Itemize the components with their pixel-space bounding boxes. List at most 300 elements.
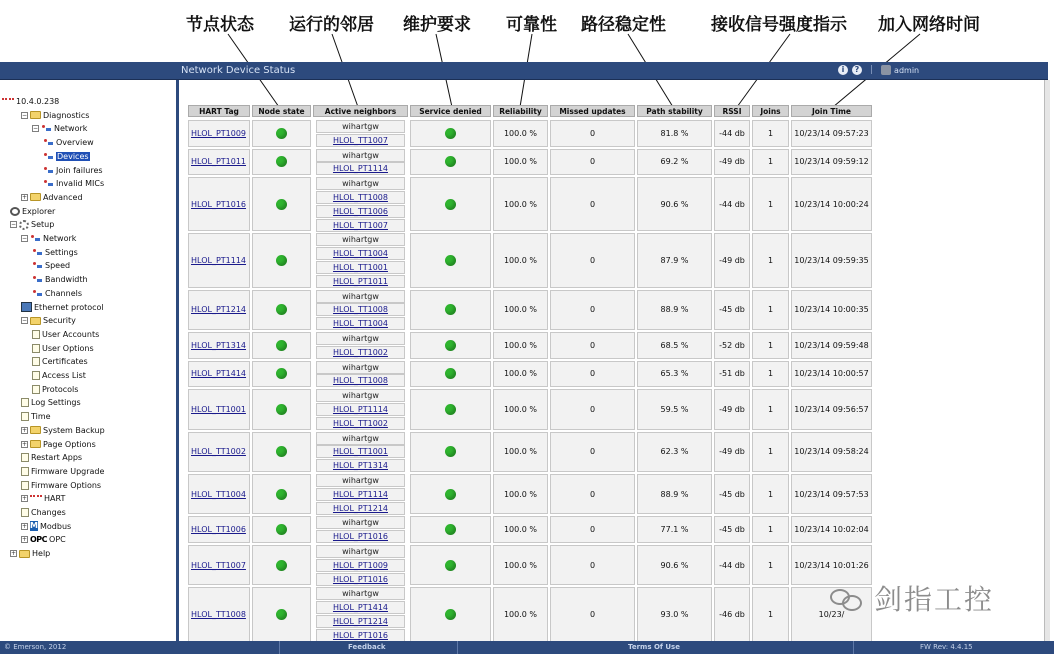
neighbor-link[interactable]: HLOL_TT1004	[316, 247, 405, 260]
missed-updates-value: 0	[589, 128, 596, 138]
pane-divider[interactable]	[176, 80, 179, 641]
tree-item-diagnostics[interactable]	[21, 110, 89, 121]
tree-item-system-backup[interactable]	[21, 425, 105, 436]
watermark	[828, 578, 994, 618]
joins-value: 1	[767, 489, 774, 499]
computer-icon	[21, 302, 32, 312]
tree-item-label: Speed	[45, 261, 71, 271]
reliability-cell	[493, 149, 548, 176]
annotation-label: 维护要求	[403, 15, 471, 35]
missed-updates-value: 0	[589, 489, 596, 499]
node-state-cell	[252, 545, 311, 585]
join-time-value: 10/23/14 10:00:57	[794, 369, 869, 379]
tree-item-label: Channels	[45, 288, 83, 298]
tree-item-hart[interactable]	[21, 493, 65, 504]
path-stability-value: 68.5 %	[660, 340, 689, 350]
node-state-cell	[252, 290, 311, 330]
node-state-cell	[252, 233, 311, 287]
reliability-cell	[493, 290, 548, 330]
tree-item-label: Restart Apps	[31, 453, 83, 463]
neighbor-link[interactable]: HLOL_PT1011	[316, 275, 405, 288]
tree-item-page-options[interactable]	[21, 439, 96, 450]
collapse-icon[interactable]: −	[11, 221, 17, 229]
modbus-icon: M	[30, 521, 38, 531]
joins-value: 1	[767, 157, 774, 167]
missed-updates-cell	[550, 120, 635, 147]
hart-tag-link[interactable]: HLOL_PT1314	[191, 340, 247, 350]
folder-icon	[30, 426, 41, 434]
rssi-value: -49 db	[719, 157, 745, 167]
node-state-ok-icon	[276, 199, 287, 210]
tree-item-label: Access List	[42, 371, 86, 380]
path-stability-cell	[637, 120, 712, 147]
reliability-value: 100.0 %	[503, 369, 538, 379]
neighbor-link[interactable]: HLOL_TT1001	[316, 445, 405, 458]
rssi-cell	[714, 545, 750, 585]
tree-item-opc[interactable]	[21, 534, 66, 545]
tree-item-restart-apps[interactable]	[21, 452, 82, 463]
neighbor-link[interactable]: HLOL_TT1002	[316, 417, 405, 430]
node-state-ok-icon	[276, 560, 287, 571]
path-stability-cell	[637, 332, 712, 359]
join-time-value: 10/23/14 10:01:26	[794, 560, 869, 570]
tree-item-access-list[interactable]	[32, 370, 86, 381]
network-icon	[30, 234, 41, 243]
tree-item-firmware-options[interactable]	[21, 480, 101, 491]
column-header[interactable]: Active neighbors	[313, 105, 408, 117]
tree-item-log-settings[interactable]	[21, 397, 81, 408]
tree-item-firmware-upgrade[interactable]	[21, 466, 104, 477]
rssi-value: -46 db	[719, 609, 745, 619]
node-state-ok-icon	[276, 304, 287, 315]
tree-item-network[interactable]	[32, 123, 87, 134]
joins-cell	[752, 389, 789, 429]
user-icon	[881, 65, 891, 75]
annotation-label: 接收信号强度指示	[711, 15, 847, 35]
neighbor-link[interactable]: HLOL_PT1314	[316, 459, 405, 472]
missed-updates-cell	[550, 474, 635, 514]
column-header[interactable]: Joins	[752, 105, 789, 117]
rssi-cell	[714, 233, 750, 287]
neighbor-link[interactable]: HLOL_TT1006	[316, 205, 405, 218]
tree-item-bandwidth[interactable]	[32, 274, 88, 285]
tree-item-join-failures[interactable]	[43, 165, 103, 176]
rssi-cell	[714, 290, 750, 330]
expand-icon[interactable]: +	[11, 550, 17, 558]
joins-value: 1	[767, 199, 774, 209]
join-time-value: 10/23/14 09:57:23	[794, 128, 869, 138]
annotation-label: 可靠性	[506, 15, 557, 35]
tree-item-channels[interactable]	[32, 288, 82, 299]
service-ok-icon	[445, 340, 456, 351]
tree-item-label: System Backup	[43, 425, 105, 435]
rssi-cell	[714, 432, 750, 472]
collapse-icon[interactable]: −	[33, 125, 39, 133]
tree-item-ethernet-protocol[interactable]	[21, 302, 104, 313]
column-header[interactable]: Service denied	[410, 105, 491, 117]
rssi-cell	[714, 361, 750, 388]
neighbor-gateway: wihartgw	[316, 545, 405, 558]
tree-item-label: Diagnostics	[43, 110, 90, 120]
tree-item-label: User Accounts	[42, 329, 100, 339]
path-stability-value: 88.9 %	[660, 305, 689, 315]
joins-value: 1	[767, 525, 774, 535]
reliability-value: 100.0 %	[503, 340, 538, 350]
tree-item-modbus[interactable]	[21, 521, 71, 532]
expand-icon[interactable]: +	[22, 495, 28, 503]
vertical-scrollbar[interactable]	[1044, 80, 1050, 641]
service-denied-cell	[410, 361, 491, 388]
path-stability-cell	[637, 545, 712, 585]
rssi-value: -45 db	[719, 305, 745, 315]
column-header[interactable]: HART Tag	[188, 105, 250, 117]
missed-updates-value: 0	[589, 525, 596, 535]
join-time-cell	[791, 177, 872, 231]
joins-cell	[752, 587, 789, 641]
hart-tag-link[interactable]: HLOL_PT1414	[191, 369, 247, 379]
service-ok-icon	[445, 304, 456, 315]
service-denied-cell	[410, 516, 491, 543]
page-icon	[21, 412, 29, 421]
join-time-value: 10/23/14 09:59:12	[794, 157, 869, 167]
tree-item-devices[interactable]	[43, 151, 90, 162]
missed-updates-cell	[550, 149, 635, 176]
network-icon	[41, 124, 52, 133]
feedback-link[interactable]: Feedback	[348, 643, 386, 651]
tree-item-invalid-mics[interactable]	[43, 178, 104, 189]
tree-root[interactable]	[2, 96, 59, 107]
neighbor-link[interactable]: HLOL_TT1002	[316, 346, 405, 359]
joins-cell	[752, 332, 789, 359]
hart-tag-link[interactable]: HLOL_TT1001	[191, 404, 246, 414]
join-time-cell	[791, 233, 872, 287]
hart-tag-cell	[188, 516, 250, 543]
tree-item-label: OPC	[49, 535, 66, 545]
node-state-cell	[252, 474, 311, 514]
folder-icon	[30, 111, 41, 119]
hart-tag-link[interactable]: HLOL_TT1002	[191, 447, 246, 457]
neighbor-gateway: wihartgw	[316, 120, 405, 133]
reliability-value: 100.0 %	[503, 199, 538, 209]
neighbor-link[interactable]: HLOL_TT1004	[316, 317, 405, 330]
tree-item-label: Network	[54, 124, 88, 134]
tree-item-label: Security	[43, 316, 76, 326]
column-header[interactable]: Reliability	[493, 105, 548, 117]
annotation-layer	[0, 0, 1054, 62]
neighbor-link[interactable]: HLOL_TT1007	[316, 219, 405, 232]
neighbor-gateway: wihartgw	[316, 474, 405, 487]
page-icon	[32, 357, 40, 366]
annotation-label: 运行的邻居	[289, 15, 374, 35]
node-state-ok-icon	[276, 404, 287, 415]
path-stability-value: 69.2 %	[660, 157, 689, 167]
collapse-icon[interactable]: −	[22, 317, 28, 325]
node-state-cell	[252, 149, 311, 176]
join-time-value: 10/23/14 09:57:53	[794, 489, 869, 499]
tree-item-label: Invalid MICs	[56, 179, 105, 189]
path-stability-cell	[637, 233, 712, 287]
join-time-cell	[791, 120, 872, 147]
column-header[interactable]: Missed updates	[550, 105, 635, 117]
neighbor-link[interactable]: HLOL_PT1114	[316, 488, 405, 501]
tree-item-speed[interactable]	[32, 260, 70, 271]
hart-tag-cell	[188, 474, 250, 514]
hart-tag-link[interactable]: HLOL_PT1214	[191, 305, 247, 315]
missed-updates-cell	[550, 290, 635, 330]
path-stability-cell	[637, 587, 712, 641]
folder-icon	[30, 193, 41, 201]
tree-item-label: Certificates	[42, 357, 88, 367]
footer-bar	[0, 641, 1054, 654]
page-icon	[32, 330, 40, 339]
service-denied-cell	[410, 290, 491, 330]
tree-item-certificates[interactable]	[32, 356, 88, 367]
neighbor-link[interactable]: HLOL_TT1008	[316, 374, 405, 387]
neighbor-link[interactable]: HLOL_PT1114	[316, 162, 405, 175]
neighbor-link[interactable]: HLOL_PT1009	[316, 559, 405, 572]
missed-updates-cell	[550, 177, 635, 231]
tree-item-label: Ethernet protocol	[34, 302, 104, 312]
tree-item-label: Network	[43, 234, 77, 243]
tree-item-user-options[interactable]	[32, 343, 94, 354]
page-icon	[32, 371, 40, 380]
reliability-cell	[493, 545, 548, 585]
tree-item-help[interactable]	[10, 548, 50, 559]
reliability-cell	[493, 332, 548, 359]
tree-item-label: Page Options	[43, 439, 96, 449]
network-icon	[43, 179, 54, 188]
neighbor-link[interactable]: HLOL_TT1001	[316, 261, 405, 274]
reliability-value: 100.0 %	[503, 609, 538, 619]
hart-tag-cell	[188, 233, 250, 287]
help-icon[interactable]: ?	[852, 65, 862, 75]
reliability-value: 100.0 %	[503, 255, 538, 265]
service-ok-icon	[445, 560, 456, 571]
annotation-label: 加入网络时间	[878, 15, 980, 35]
path-stability-value: 90.6 %	[660, 560, 689, 570]
service-denied-cell	[410, 587, 491, 641]
info-icon[interactable]: i	[838, 65, 848, 75]
watermark-text: 剑指工控	[874, 583, 995, 616]
neighbor-link[interactable]: HLOL_TT1008	[316, 191, 405, 204]
joins-cell	[752, 290, 789, 330]
join-time-value: 10/23/14 09:56:57	[794, 404, 869, 414]
rssi-cell	[714, 587, 750, 641]
missed-updates-cell	[550, 233, 635, 287]
topbar-icons	[838, 65, 919, 75]
service-ok-icon	[445, 609, 456, 620]
tree-item-label: Changes	[31, 508, 66, 517]
page-icon	[32, 385, 40, 394]
neighbor-gateway: wihartgw	[316, 432, 405, 445]
hart-tag-cell	[188, 177, 250, 231]
service-denied-cell	[410, 474, 491, 514]
reliability-cell	[493, 389, 548, 429]
firmware-revision: FW Rev: 4.4.15	[920, 643, 973, 651]
reliability-value: 100.0 %	[503, 157, 538, 167]
service-denied-cell	[410, 177, 491, 231]
node-state-ok-icon	[276, 368, 287, 379]
service-ok-icon	[445, 524, 456, 535]
tree-item-label: Protocols	[42, 384, 79, 394]
join-time-value: 10/23/14 10:00:35	[794, 305, 869, 315]
tree-item-setup[interactable]	[10, 219, 54, 230]
path-stability-value: 77.1 %	[660, 525, 689, 535]
collapse-icon[interactable]: −	[22, 235, 28, 242]
rssi-cell	[714, 120, 750, 147]
missed-updates-value: 0	[589, 609, 596, 619]
service-ok-icon	[445, 404, 456, 415]
rssi-cell	[714, 149, 750, 176]
network-icon	[32, 289, 43, 298]
tree-item-protocols[interactable]	[32, 384, 78, 395]
user-menu[interactable]	[881, 65, 919, 75]
folder-icon	[30, 317, 41, 325]
hart-tag-cell	[188, 361, 250, 388]
collapse-icon[interactable]: −	[22, 111, 28, 119]
column-header[interactable]: Node state	[252, 105, 311, 117]
page-icon	[21, 481, 29, 490]
neighbor-link[interactable]: HLOL_PT1214	[316, 615, 405, 628]
reliability-cell	[493, 233, 548, 287]
node-state-cell	[252, 177, 311, 231]
node-state-cell	[252, 332, 311, 359]
column-header[interactable]: RSSI	[714, 105, 750, 117]
joins-cell	[752, 120, 789, 147]
path-stability-value: 93.0 %	[660, 609, 689, 619]
joins-value: 1	[767, 447, 774, 457]
page-title: Network Device Status	[181, 65, 296, 76]
service-denied-cell	[410, 545, 491, 585]
missed-updates-value: 0	[589, 447, 596, 457]
tree-item-overview[interactable]	[43, 137, 94, 148]
explorer-icon	[10, 207, 20, 216]
tree-item-label: Log Settings	[31, 398, 81, 408]
page-icon	[32, 344, 40, 353]
hart-tag-cell	[188, 149, 250, 176]
tree-item-network[interactable]	[21, 233, 76, 244]
rssi-value: -49 db	[719, 404, 745, 414]
copyright: © Emerson, 2012	[4, 643, 67, 651]
service-ok-icon	[445, 446, 456, 457]
neighbor-link[interactable]: HLOL_PT1114	[316, 403, 405, 416]
reliability-cell	[493, 120, 548, 147]
expand-icon[interactable]: +	[22, 536, 28, 544]
rssi-cell	[714, 516, 750, 543]
hart-tag-link[interactable]: HLOL_PT1011	[191, 157, 247, 167]
tree-item-label: Join failures	[56, 165, 103, 175]
expand-icon[interactable]: +	[22, 522, 28, 530]
tree-item-settings[interactable]	[32, 247, 78, 258]
hart-tag-link[interactable]: HLOL_TT1007	[191, 560, 246, 570]
user-label: admin	[894, 65, 920, 75]
tree-item-advanced[interactable]	[21, 192, 83, 203]
hart-network-icon	[2, 98, 14, 106]
hart-tag-cell	[188, 432, 250, 472]
neighbor-gateway: wihartgw	[316, 389, 405, 402]
annotation-label: 节点状态	[186, 15, 254, 35]
hart-tag-link[interactable]: HLOL_TT1004	[191, 489, 246, 499]
tree-item-time[interactable]	[21, 411, 51, 422]
tree-item-label: Firmware Upgrade	[31, 466, 105, 476]
navigation-tree	[0, 92, 176, 638]
missed-updates-cell	[550, 545, 635, 585]
neighbor-link[interactable]: HLOL_PT1414	[316, 601, 405, 614]
missed-updates-cell	[550, 432, 635, 472]
joins-value: 1	[767, 560, 774, 570]
expand-icon[interactable]: +	[22, 426, 28, 434]
expand-icon[interactable]: +	[22, 193, 28, 201]
path-stability-value: 87.9 %	[660, 255, 689, 265]
reliability-value: 100.0 %	[503, 560, 538, 570]
rssi-cell	[714, 474, 750, 514]
path-stability-cell	[637, 516, 712, 543]
joins-cell	[752, 432, 789, 472]
column-header[interactable]: Join Time	[791, 105, 872, 117]
missed-updates-value: 0	[589, 404, 596, 414]
node-state-cell	[252, 432, 311, 472]
rssi-cell	[714, 332, 750, 359]
page-icon	[21, 453, 29, 462]
missed-updates-cell	[550, 361, 635, 388]
tree-item-label: Explorer	[22, 206, 56, 216]
service-ok-icon	[445, 128, 456, 139]
neighbor-link[interactable]: HLOL_PT1016	[316, 530, 405, 543]
path-stability-value: 62.3 %	[660, 447, 689, 457]
path-stability-cell	[637, 361, 712, 388]
hart-tag-link[interactable]: HLOL_TT1008	[191, 609, 246, 619]
neighbor-link[interactable]: HLOL_TT1007	[316, 134, 405, 147]
neighbor-link[interactable]: HLOL_TT1008	[316, 303, 405, 316]
page-icon	[21, 398, 29, 407]
tree-item-explorer[interactable]	[10, 206, 55, 217]
rssi-value: -49 db	[719, 255, 745, 265]
expand-icon[interactable]: +	[22, 440, 28, 448]
node-state-ok-icon	[276, 340, 287, 351]
hart-tag-cell	[188, 587, 250, 641]
reliability-value: 100.0 %	[503, 404, 538, 414]
neighbor-link[interactable]: HLOL_PT1016	[316, 573, 405, 586]
hart-tag-link[interactable]: HLOL_PT1016	[191, 199, 247, 209]
neighbor-link[interactable]: HLOL_PT1214	[316, 502, 405, 515]
terms-link[interactable]: Terms Of Use	[628, 643, 680, 651]
service-ok-icon	[445, 199, 456, 210]
tree-item-security[interactable]	[21, 315, 76, 326]
hart-tag-link[interactable]: HLOL_PT1114	[191, 255, 247, 265]
hart-tag-cell	[188, 545, 250, 585]
neighbor-gateway: wihartgw	[316, 361, 405, 374]
neighbor-gateway: wihartgw	[316, 332, 405, 345]
rssi-value: -49 db	[719, 447, 745, 457]
column-header[interactable]: Path stability	[637, 105, 712, 117]
neighbor-link[interactable]: HLOL_PT1016	[316, 629, 405, 642]
hart-tag-link[interactable]: HLOL_PT1009	[191, 128, 247, 138]
join-time-cell	[791, 290, 872, 330]
missed-updates-value: 0	[589, 369, 596, 379]
path-stability-value: 90.6 %	[660, 199, 689, 209]
hart-tag-link[interactable]: HLOL_TT1006	[191, 525, 246, 535]
tree-item-changes[interactable]	[21, 507, 66, 518]
service-denied-cell	[410, 432, 491, 472]
path-stability-cell	[637, 474, 712, 514]
join-time-value: 10/23/14 09:59:48	[794, 340, 869, 350]
tree-item-user-accounts[interactable]	[32, 329, 99, 340]
node-state-cell	[252, 389, 311, 429]
tree-item-label: Settings	[45, 247, 78, 257]
node-state-cell	[252, 361, 311, 388]
node-state-ok-icon	[276, 128, 287, 139]
tree-item-label: Advanced	[43, 192, 83, 202]
